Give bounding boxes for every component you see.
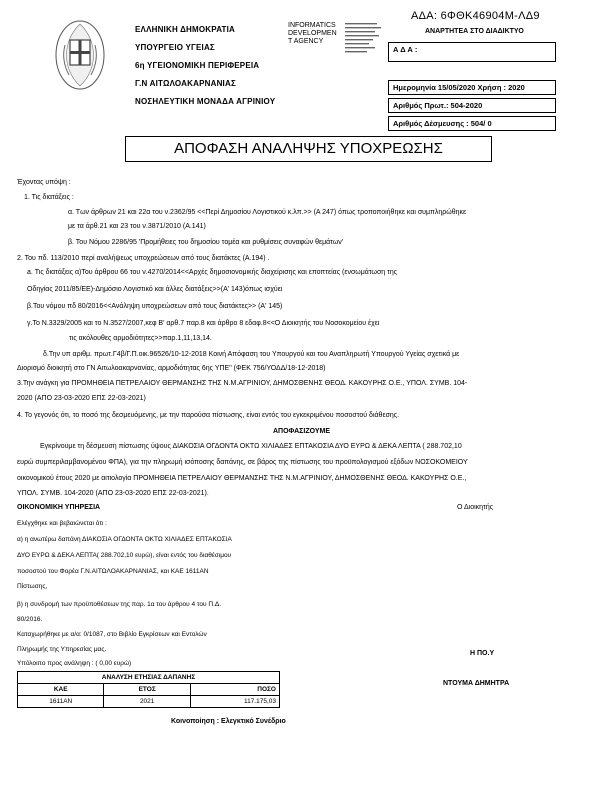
body-line: με τα άρθ.21 και 23 του ν.3871/2010 (Α.141): [68, 223, 206, 230]
finance-line: Υπόλοιπο προς ανάληψη : ( 0,00 ευρώ): [17, 660, 132, 667]
table-cell-amount: 117.175,03: [190, 696, 279, 708]
finance-line: Πίστωσης,: [17, 583, 48, 590]
body-line: γ.Το Ν.3329/2005 και το Ν.3527/2007,κεφ Β' αρθ.7 παρ.8 και άρθρο 8 εδαφ.8<<Ο Διοικητής του Νοσοκομείου έχει: [27, 320, 380, 327]
signature-name: ΝΤΟΥΜΑ ΔΗΜΗΤΡΑ: [443, 680, 510, 687]
ida-line3: T AGENCY: [288, 38, 324, 45]
table-header-row: [18, 684, 280, 696]
header-hospital: Γ.Ν ΑΙΤΩΛΟΑΚΑΡΝΑΝΙΑΣ: [135, 79, 236, 88]
body-line: 4. Το γεγονός ότι, το ποσό της δεσμευόμενης, με την παρούσα πίστωσης, είναι εντός του εγκεκριμένου ποσοστού διάθεσης.: [17, 412, 400, 419]
annual-expense-table: [17, 671, 280, 708]
ida-fine-print-icon: [345, 22, 385, 54]
body-line: Έχοντας υπόψη :: [17, 179, 71, 186]
body-line: 1. Τις διατάξεις :: [24, 194, 74, 201]
table-cell-kae: 1611ΑΝ: [18, 696, 104, 708]
body-line: Οδηγίας 2011/85/ΕΕ)-Δημόσιο Λογιστικό και άλλες διατάξεις>>(Α' 143)όπως ισχύει: [27, 286, 283, 293]
commitment-box: Αριθμός Δέσμευσης : 504/ 0: [388, 116, 556, 131]
notify-line: Κοινοποίηση : Ελεγκτικό Συνέδριο: [171, 718, 286, 725]
header-ministry: ΥΠΟΥΡΓΕΙΟ ΥΓΕΙΑΣ: [135, 43, 215, 52]
finance-line: Καταχωρήθηκε με α/α: 0/1087, στο Βιβλίο Εγκρίσεων και Εντολών: [17, 631, 207, 638]
table-header-kae: ΚΑΕ: [18, 684, 104, 696]
finance-line: Πληρωμής της Υπηρεσίας μας.: [17, 646, 107, 653]
table-header-amount: ΠΟΣΟ: [190, 684, 279, 696]
ada-code: ΑΔΑ: 6ΦΘΚ46904Μ-ΛΔ9: [411, 10, 540, 22]
decision-line: ευρώ συμπεριλαμβανομένου ΦΠΑ), για την πληρωμή ισόποσης δαπάνης, σε βάρος της πίστωσης του προϋπολογισμού εξόδων ΝΟΣΟΚΟΜΕΙΟΥ: [17, 459, 468, 466]
finance-line: ποσοστού του Φορέα Γ.Ν.ΑΙΤΩΛΟΑΚΑΡΝΑΝΙΑΣ, και ΚΑΕ 1611ΑΝ: [17, 568, 209, 575]
ida-logo: [288, 22, 337, 46]
protocol-box: Αριθμός Πρωτ.: 504-2020: [388, 98, 556, 113]
ada-box: Α Δ Α :: [388, 42, 556, 62]
table-row: [18, 696, 280, 708]
signature-prefix: Η ΠΟ.Υ: [470, 650, 495, 657]
body-line: α. Των άρθρων 21 και 22α του ν.2362/95 <<Περί Δημοσίου Λογιστικού κ.λπ.>> (Α 247) όπως τροποποιήθηκε και συμπληρώθηκε: [68, 209, 467, 216]
finance-line: Ελέγχθηκε και βεβαιώνεται ότι :: [17, 520, 107, 527]
table-caption: ΑΝΑΛΥΣΗ ΕΤΗΣΙΑΣ ΔΑΠΑΝΗΣ: [18, 672, 280, 684]
signature-role: Ο Διοικητής: [457, 504, 494, 511]
body-line: a. Τις διατάξεις α)Του άρθρου 66 του ν.4270/2014<<Αρχές δημοσιονομικής διαχείρισης και εποπτείας (ενσωμάτωση της: [27, 269, 398, 276]
body-line: Διορισμό διοικητή στο ΓΝ Αιτωλοακαρνανίας, αρμοδιότητας 6ης ΥΠΕ" (ΦΕΚ 756/ΥΟΔΔ/18-12-2018): [17, 365, 326, 372]
diavgeia-label: ΑΝΑΡΤΗΤΕΑ ΣΤΟ ΔΙΑΔΙΚΤΥΟ: [425, 28, 524, 35]
page-title: [125, 136, 492, 162]
body-line: 2020 (ΑΠΟ 23-03-2020 ΕΠΣ 22-03-2021): [17, 395, 146, 402]
body-line: δ.Την υπ αριθμ. πρωτ.Γ4β/Γ.Π.οικ.96526/10-12-2018 Κοινή Απόφαση του Υπουργού και του Αναπληρωτή Υπουργού Υγείας σχετικά με: [43, 351, 460, 358]
page-title-text: ΑΠΟΦΑΣΗ ΑΝΑΛΗΨΗΣ ΥΠΟΧΡΕΩΣΗΣ: [174, 140, 443, 157]
finance-heading: ΟΙΚΟΝΟΜΙΚΗ ΥΠΗΡΕΣΙΑ: [17, 504, 101, 511]
body-line: 3.Την ανάγκη για ΠΡΟΜΗΘΕΙΑ ΠΕΤΡΕΛΑΙΟΥ ΘΕΡΜΑΝΣΗΣ ΤΗΣ Ν.Μ.ΑΓΡΙΝΙΟΥ, ΔΗΜΟΣΘΕΝΗΣ ΘΕΟΔ. ΚΑΚΟΥΡΗΣ Ο.Ε., ΥΠΟΛ. ΣΥΜΒ. 104-: [17, 380, 468, 387]
decision-heading: ΑΠΟΦΑΣΙΖΟΥΜΕ: [273, 428, 331, 435]
decision-line: ΥΠΟΛ. ΣΥΜΒ. 104-2020 (ΑΠΟ 23-03-2020 ΕΠΣ 22-03-2021).: [17, 490, 209, 497]
table-header-year: ΕΤΟΣ: [104, 684, 190, 696]
header-region: 6η ΥΓΕΙΟΝΟΜΙΚΗ ΠΕΡΙΦΕΡΕΙΑ: [135, 61, 260, 70]
finance-line: 80/2016.: [17, 616, 43, 623]
finance-line: β) η συνδρομή των προϋποθέσεων της παρ. 1α του άρθρου 4 του Π.Δ.: [17, 601, 222, 608]
body-line: 2. Του πδ. 113/2010 περί αναλήψεως υποχρεώσεων από τους διατάκτες (Α.194) .: [17, 255, 270, 262]
decision-line: Εγκρίνουμε τη δέσμευση πίστωσης ύψους ΔΙΑΚΟΣΙΑ ΟΓΔΟΝΤΑ ΟΚΤΩ ΧΙΛΙΑΔΕΣ ΕΠΤΑΚΟΣΙΑ ΔΥΟ ΕΥΡΩ & ΔΕΚΑ ΛΕΠΤΑ ( 288.702,10: [40, 443, 462, 450]
ida-line2: DEVELOPMEN: [288, 30, 337, 37]
finance-line: α) η ανωτέρω δαπάνη ΔΙΑΚΟΣΙΑ ΟΓΔΟΝΤΑ ΟΚΤΩ ΧΙΛΙΑΔΕΣ ΕΠΤΑΚΟΣΙΑ: [17, 536, 232, 543]
body-line: τις ακόλουθες αρμοδιότητες>>παρ.1,11,13,14.: [69, 335, 212, 342]
greek-emblem-icon: [55, 20, 105, 90]
ida-line1: INFORMATICS: [288, 22, 336, 29]
decision-line: οικονομικού έτους 2020 με αιτιολογία ΠΡΟΜΗΘΕΙΑ ΠΕΤΡΕΛΑΙΟΥ ΘΕΡΜΑΝΣΗΣ ΤΗΣ Ν.Μ.ΑΓΡΙΝΙΟΥ, ΔΗΜΟΣΘΕΝΗΣ ΘΕΟΔ. ΚΑΚΟΥΡΗΣ Ο.Ε.,: [17, 475, 467, 482]
header-unit: ΝΟΣΗΛΕΥΤΙΚΗ ΜΟΝΑΔΑ ΑΓΡΙΝΙΟΥ: [135, 97, 276, 106]
header-republic: ΕΛΛΗΝΙΚΗ ΔΗΜΟΚΡΑΤΙΑ: [135, 25, 235, 34]
body-line: β.Του νόμου πδ 80/2016<<Ανάληψη υποχρεώσεων από τους διατάκτες>> (Α' 145): [27, 303, 283, 310]
table-caption-row: [18, 672, 280, 684]
date-box: Ημερομηνία 15/05/2020 Χρήση : 2020: [388, 80, 556, 95]
finance-line: ΔΥΟ ΕΥΡΩ & ΔΕΚΑ ΛΕΠΤΑ( 288.702,10 ευρώ), είναι εντός του διαθέσιμου: [17, 552, 232, 559]
body-line: β. Του Νόμου 2286/95 'Προμήθειες του δημοσίου τομέα και ρυθμίσεις συναφών θεμάτων': [68, 239, 344, 246]
table-cell-year: 2021: [104, 696, 190, 708]
